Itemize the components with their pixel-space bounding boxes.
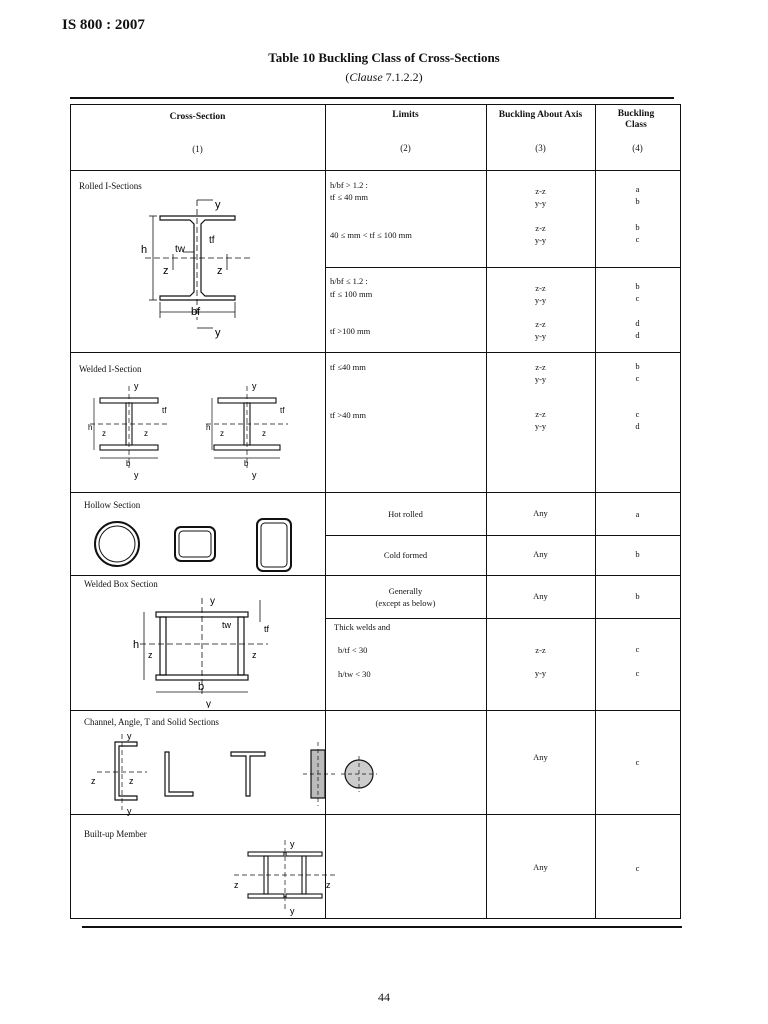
class-rolled-3: b [635, 222, 640, 232]
class-rolled-4: c [635, 234, 640, 244]
class-rolled-5: b [635, 281, 640, 291]
channel-label-y-top: y [127, 731, 132, 741]
axis-channel: Any [533, 752, 548, 762]
row-divider-rolled-sub [325, 267, 681, 268]
axis-rolled-5: z-z [535, 283, 546, 293]
label-rolled-i-sections: Rolled I-Sections [79, 181, 142, 191]
diagram-label-tf: tf [209, 235, 215, 246]
builtup-label-y-top: y [290, 839, 295, 849]
class-welded-1: b [635, 361, 640, 371]
header-limits: Limits [392, 110, 419, 120]
class-rolled-8: d [635, 330, 640, 340]
hollow-section-diagram [90, 515, 300, 573]
diagram-label-tw: tw [175, 244, 185, 255]
axis-welded-2: y-y [534, 374, 547, 384]
axis-builtup: Any [533, 862, 548, 872]
diagram-label-h: h [141, 244, 148, 256]
col-number-3: (3) [535, 143, 546, 153]
channel-label-y-bottom: y [127, 806, 132, 816]
limit-welded-a: tf ≤40 mm [330, 362, 366, 372]
axis-welded-1: z-z [535, 362, 546, 372]
limit-rolled-c1: h/bf ≤ 1.2 : [330, 276, 368, 286]
axis-welded-4: y-y [534, 421, 547, 431]
axis-box-3: y-y [534, 668, 547, 678]
builtup-label-y-bottom: y [290, 906, 295, 916]
axis-rolled-8: y-y [534, 331, 547, 341]
box-label-tf: tf [264, 624, 270, 634]
channel-angle-t-solid-diagram [85, 730, 385, 816]
header-buckling-axis: Buckling About Axis [498, 110, 583, 120]
axis-rolled-3: z-z [535, 223, 546, 233]
welded-label-z-2: z [144, 429, 148, 438]
axis-rolled-6: y-y [534, 295, 547, 305]
limit-rolled-a1: h/bf > 1.2 : [330, 180, 368, 190]
table-title: Table 10 Buckling Class of Cross-Sections [268, 50, 500, 65]
clause-number: 7.1.2.2 [385, 70, 419, 84]
welded-label-y-4: y [252, 470, 257, 480]
box-label-b: b [198, 681, 205, 693]
box-label-y-top: y [210, 596, 215, 607]
limit-box-b: Thick welds and [334, 622, 391, 632]
table-clause: (Clause 7.1.2.2) [345, 70, 423, 84]
table-border-left [70, 104, 71, 919]
row-divider-box [70, 710, 681, 711]
label-welded-box-section: Welded Box Section [84, 579, 158, 589]
welded-label-y-3: y [134, 470, 139, 480]
limit-hollow-a: Hot rolled [388, 509, 423, 519]
limit-box-c: b/tf < 30 [338, 645, 368, 655]
row-divider-header [70, 170, 681, 171]
axis-rolled-4: y-y [534, 235, 547, 245]
col-number-1: (1) [192, 144, 203, 154]
axis-welded-3: z-z [535, 409, 546, 419]
class-hollow-2: b [635, 549, 640, 559]
row-divider-hollow [70, 575, 681, 576]
label-hollow-section: Hollow Section [84, 500, 141, 510]
row-divider-hollow-sub [325, 535, 681, 536]
limit-box-a2: (except as below) [375, 598, 436, 608]
col-number-4: (4) [632, 143, 643, 153]
table-border-bottom [70, 918, 681, 919]
welded-label-h-2: h [206, 423, 211, 432]
welded-label-tf-1: tf [162, 406, 167, 415]
axis-box-1: Any [533, 591, 548, 601]
welded-label-z-1: z [102, 429, 106, 438]
welded-box-section-diagram [128, 592, 288, 708]
label-built-up-member: Built-up Member [84, 829, 147, 839]
row-divider-rolled [70, 352, 681, 353]
axis-rolled-2: y-y [534, 198, 547, 208]
col-number-2: (2) [400, 143, 411, 153]
limit-hollow-b: Cold formed [383, 550, 428, 560]
diagram-label-y-bottom: y [215, 327, 221, 339]
welded-label-h-1: h [88, 423, 93, 432]
welded-label-y-2: y [252, 381, 257, 391]
box-label-h: h [133, 639, 140, 651]
builtup-label-z-left: z [234, 880, 239, 890]
limit-box-a1: Generally [388, 586, 423, 596]
class-rolled-1: a [635, 184, 640, 194]
label-channel-angle-t-solid: Channel, Angle, T and Solid Sections [84, 717, 219, 727]
top-rule [70, 97, 674, 99]
class-box-3: c [635, 668, 640, 678]
axis-rolled-7: z-z [535, 319, 546, 329]
limit-welded-b: tf >40 mm [330, 410, 366, 420]
row-divider-welded [70, 492, 681, 493]
axis-rolled-1: z-z [535, 186, 546, 196]
welded-label-tf-2: tf [280, 406, 285, 415]
diagram-label-z-left: z [163, 265, 169, 277]
table-border-top [70, 104, 681, 105]
row-divider-box-sub [325, 618, 681, 619]
bottom-rule [82, 926, 682, 928]
box-label-z-left: z [148, 650, 153, 660]
welded-label-y-1: y [134, 381, 139, 391]
welded-label-z-3: z [220, 429, 224, 438]
diagram-label-bf: bf [191, 306, 201, 318]
class-rolled-7: d [635, 318, 640, 328]
built-up-member-diagram [228, 838, 348, 916]
channel-label-z-left: z [91, 776, 96, 786]
limit-rolled-d: tf >100 mm [330, 326, 371, 336]
limit-rolled-c2: tf ≤ 100 mm [330, 289, 373, 299]
diagram-label-z-right: z [217, 265, 223, 277]
box-label-z-right: z [252, 650, 257, 660]
axis-hollow-1: Any [533, 508, 548, 518]
class-hollow-1: a [635, 509, 640, 519]
header-cross-section: Cross-Section [169, 112, 226, 122]
class-channel: c [635, 757, 640, 767]
limit-rolled-b: 40 ≤ mm < tf ≤ 100 mm [330, 230, 412, 240]
rolled-i-section-diagram [135, 196, 265, 341]
class-welded-2: c [635, 373, 640, 383]
table-border-right [680, 104, 681, 919]
box-label-tw: tw [222, 620, 231, 630]
standard-code: IS 800 : 2007 [62, 17, 145, 33]
limit-box-d: h/tw < 30 [338, 669, 371, 679]
axis-box-2: z-z [535, 645, 546, 655]
page-number: 44 [378, 990, 390, 1004]
class-builtup: c [635, 863, 640, 873]
limit-rolled-a2: tf ≤ 40 mm [330, 192, 368, 202]
class-welded-4: d [635, 421, 640, 431]
class-rolled-2: b [635, 196, 640, 206]
welded-label-z-4: z [262, 429, 266, 438]
box-label-y-bottom: y [206, 699, 211, 708]
class-welded-3: c [635, 409, 640, 419]
header-buckling-class: Buckling Class [617, 109, 655, 130]
welded-i-section-diagram [88, 380, 293, 482]
class-box-1: b [635, 591, 640, 601]
channel-label-z-right: z [129, 776, 134, 786]
axis-hollow-2: Any [533, 549, 548, 559]
diagram-label-y-top: y [215, 199, 221, 211]
welded-label-b-1: b [126, 459, 131, 468]
label-welded-i-section: Welded I-Section [79, 364, 142, 374]
class-box-2: c [635, 644, 640, 654]
class-rolled-6: c [635, 293, 640, 303]
builtup-label-z-right: z [326, 880, 331, 890]
clause-word: Clause [349, 70, 383, 84]
welded-label-b-2: b [244, 459, 249, 468]
